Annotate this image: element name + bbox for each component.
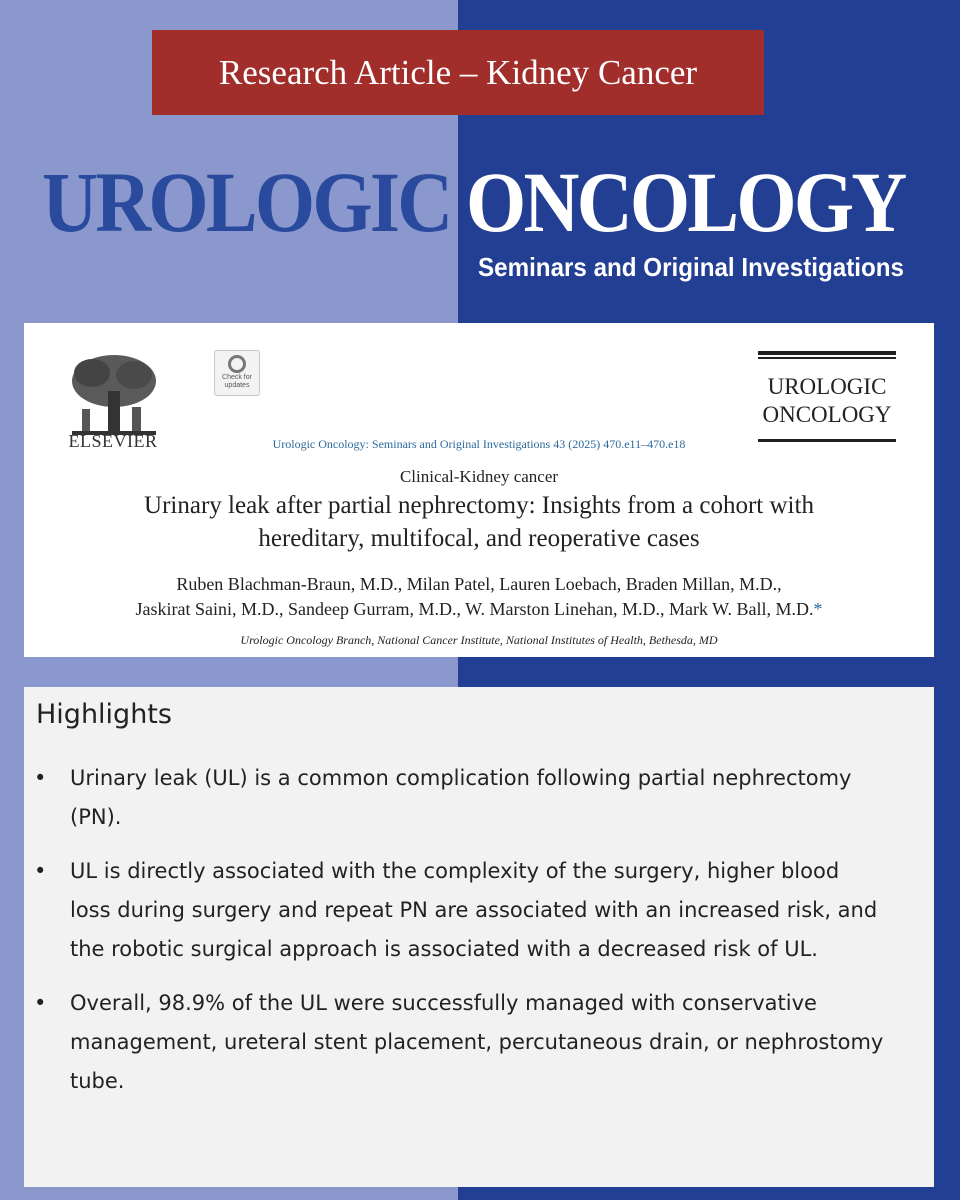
article-title-line-2: hereditary, multifocal, and reoperative cases [258, 525, 700, 552]
check-updates-icon [228, 355, 246, 373]
authors-line-2 [24, 597, 934, 622]
highlights-heading: Highlights [36, 699, 172, 730]
bullet-icon: • [34, 859, 47, 883]
highlight-text: Overall, 98.9% of the UL were successfully managed with conservative management, ureteral stent placement, percutaneous drain, or nephrostomy tube. [70, 991, 884, 1093]
bullet-icon: • [34, 766, 47, 790]
article-title-line-1: Urinary leak after partial nephrectomy: Insights from a cohort with [144, 492, 814, 519]
brand-rule-top [758, 351, 896, 355]
elsevier-tree-logo-icon [62, 351, 162, 441]
article-title [24, 489, 934, 555]
highlight-item [24, 759, 884, 837]
article-type-banner: Research Article – Kidney Cancer [152, 30, 764, 115]
highlight-item [24, 852, 884, 969]
journal-citation-line[interactable]: Urologic Oncology: Seminars and Original Investigations 43 (2025) 470.e11–470.e18 [272, 437, 686, 451]
article-section-label: Clinical-Kidney cancer [399, 467, 559, 486]
brand-rule-bottom [758, 439, 896, 442]
journal-logo-subtitle: Seminars and Original Investigations [478, 252, 904, 282]
authors-line-2-text: Jaskirat Saini, M.D., Sandeep Gurram, M.D., W. Marston Linehan, M.D., Mark W. Ball, M.D. [135, 599, 814, 619]
journal-logo-word-oncology: ONCOLOGY [466, 154, 905, 250]
journal-logo-word-urologic: UROLOGIC [42, 154, 451, 250]
brand-rule-top-thin [758, 357, 896, 359]
check-updates-label: Check for updates [222, 374, 252, 389]
publisher-name: ELSEVIER [68, 431, 158, 451]
highlight-text: UL is directly associated with the complexity of the surgery, higher blood loss during surgery and repeat PN are associated with an increased risk, and the robotic surgical approach is associated with a decreased risk of UL. [70, 859, 878, 961]
check-for-updates-badge[interactable] [214, 350, 260, 396]
highlight-item [24, 984, 884, 1101]
highlights-list [24, 759, 884, 1116]
article-header-card [24, 323, 934, 657]
authors-line-1: Ruben Blachman-Braun, M.D., Milan Patel, Lauren Loebach, Braden Millan, M.D., [176, 574, 782, 594]
bullet-icon: • [34, 991, 47, 1015]
highlights-panel [24, 687, 934, 1187]
highlight-text: Urinary leak (UL) is a common complication following partial nephrectomy (PN). [70, 766, 852, 829]
brand-word-urologic: UROLOGIC [767, 374, 887, 399]
article-authors [24, 572, 934, 622]
brand-word-oncology: ONCOLOGY [762, 402, 892, 427]
corresponding-author-link[interactable]: * [813, 599, 823, 619]
author-affiliation: Urologic Oncology Branch, National Cancer Institute, National Institutes of Health, Bethesda, MD [240, 633, 718, 647]
journal-brand-mark [758, 351, 896, 442]
